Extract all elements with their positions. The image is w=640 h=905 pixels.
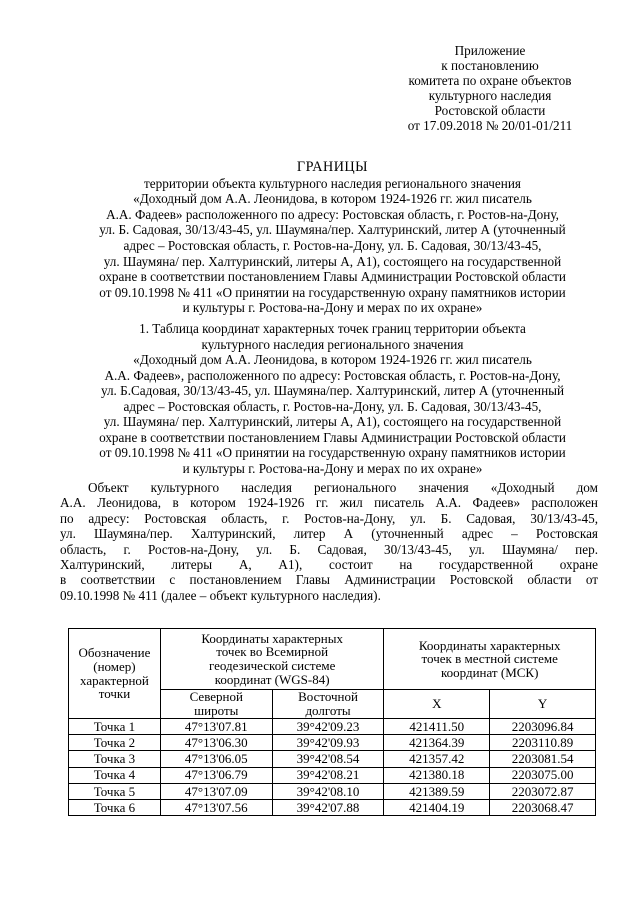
cell-y: 2203072.87 — [490, 783, 596, 799]
cell-latitude: 47°13'07.09 — [160, 783, 272, 799]
cell-point: Точка 2 — [69, 735, 161, 751]
table-caption-line: «Доходный дом А.А. Леонидова, в котором 1924-1926 гг. жил писатель — [133, 352, 532, 367]
header-wgs84-coordinates: Координаты характерных точек во Всемирной геодезической системе координат (WGS-84) — [160, 629, 384, 690]
table-row — [69, 767, 596, 783]
table-row — [69, 799, 596, 815]
appendix-line: от 17.09.2018 № 20/01-01/211 — [407, 117, 573, 133]
cell-point: Точка 3 — [69, 751, 161, 767]
paragraph-line: область, г. Ростов-на-Дону, ул. Б. Садовая, 30/13/43-45, ул. Шаумяна/ пер. — [60, 541, 598, 557]
appendix-line: к постановлению — [441, 57, 539, 73]
table-caption-line: адрес – Ростовская область, г. Ростов-на-Дону, ул. Б. Садовая, 30/13/43-45, — [123, 398, 542, 414]
title-line: и культуры г. Ростова-на-Дону и мерах по их охране» — [182, 300, 483, 316]
paragraph-line: А.А. Леонидова, в котором 1924-1926 гг. жил писатель А.А. Фадеев» расположен — [60, 495, 598, 511]
cell-latitude: 47°13'06.79 — [160, 767, 272, 783]
paragraph-line: по адресу: Ростовская область, г. Ростов-на-Дону, ул. Б. Садовая, 30/13/43-45, — [60, 510, 598, 526]
cell-longitude: 39°42'08.10 — [272, 783, 384, 799]
cell-longitude: 39°42'09.93 — [272, 735, 384, 751]
paragraph-line: Объект культурного наследия регионального значения «Доходный дом — [88, 480, 598, 495]
header-y: Y — [490, 690, 596, 719]
cell-latitude: 47°13'06.30 — [160, 735, 272, 751]
cell-y: 2203068.47 — [490, 799, 596, 815]
cell-point: Точка 4 — [69, 767, 161, 783]
appendix-line: культурного наследия — [428, 87, 552, 103]
header-msk-coordinates: Координаты характерных точек в местной системе координат (МСК) — [384, 629, 596, 690]
cell-y: 2203096.84 — [490, 719, 596, 735]
table-row — [69, 783, 596, 799]
cell-y: 2203110.89 — [490, 735, 596, 751]
cell-point: Точка 6 — [69, 799, 161, 815]
description-paragraph — [60, 480, 598, 603]
paragraph-line: ул. Шаумяна/пер. Халтуринский, литер А (уточненный адрес – Ростовская — [60, 526, 598, 542]
title-line: ул. Б. Садовая, 30/13/43-45, ул. Шаумяна/пер. Халтуринский, литер А (уточненный — [99, 222, 566, 238]
cell-x: 421389.59 — [384, 783, 490, 799]
title-line: охране в соответствии постановлением Главы Администрации Ростовской области — [99, 269, 566, 285]
title-heading: ГРАНИЦЫ — [296, 159, 369, 175]
header-point-designation: Обозначение (номер) характерной точки — [69, 629, 161, 719]
cell-latitude: 47°13'07.81 — [160, 719, 272, 735]
cell-latitude: 47°13'06.05 — [160, 751, 272, 767]
appendix-line: комитета по охране объектов — [408, 72, 572, 88]
table-caption-line: культурного наследия регионального значения — [201, 336, 464, 352]
table-row — [69, 735, 596, 751]
title-line: «Доходный дом А.А. Леонидова, в котором 1924-1926 гг. жил писатель — [133, 191, 532, 207]
table-caption-line: от 09.10.1998 № 411 «О принятии на государственную охрану памятников истории — [99, 445, 566, 460]
title-line: адрес – Ростовская область, г. Ростов-на-Дону, ул. Б. Садовая, 30/13/43-45, — [123, 237, 542, 253]
table-caption-line: и культуры г. Ростова-на-Дону и мерах по их охране» — [182, 460, 483, 476]
cell-longitude: 39°42'08.21 — [272, 767, 384, 783]
cell-x: 421364.39 — [384, 735, 490, 751]
coordinates-table — [68, 628, 596, 816]
title-line: территории объекта культурного наследия регионального значения — [144, 175, 521, 191]
table-header-row — [69, 629, 596, 690]
paragraph-line: Халтуринский, литеры А, А1), состоит на государственной охране — [60, 557, 598, 573]
appendix-header — [380, 44, 600, 133]
header-x: X — [384, 690, 490, 719]
table-caption-line: охране в соответствии постановлением Главы Администрации Ростовской области — [99, 429, 566, 445]
cell-point: Точка 5 — [69, 783, 161, 799]
header-latitude: Северной широты — [160, 690, 272, 719]
paragraph-line: в соответствии с постановлением Главы Администрации Ростовской области от — [60, 572, 598, 588]
cell-latitude: 47°13'07.56 — [160, 799, 272, 815]
table-row — [69, 719, 596, 735]
document-title — [60, 160, 605, 316]
cell-x: 421404.19 — [384, 799, 490, 815]
table-caption — [60, 321, 605, 476]
table-caption-line: ул. Б.Садовая, 30/13/43-45, ул. Шаумяна/пер. Халтуринский, литер А (уточненный — [100, 383, 565, 398]
table-caption-line: ул. Шаумяна/ пер. Халтуринский, литеры А, А1), состоящего на государственной — [103, 414, 562, 429]
paragraph-line: 09.10.1998 № 411 (далее – объект культурного наследия). — [60, 587, 381, 603]
cell-longitude: 39°42'09.23 — [272, 719, 384, 735]
cell-point: Точка 1 — [69, 719, 161, 735]
cell-longitude: 39°42'08.54 — [272, 751, 384, 767]
title-line: от 09.10.1998 № 411 «О принятии на государственную охрану памятников истории — [99, 284, 566, 300]
cell-x: 421380.18 — [384, 767, 490, 783]
appendix-line: Приложение — [454, 43, 526, 58]
appendix-line: Ростовской области — [434, 102, 546, 118]
title-line: ул. Шаумяна/ пер. Халтуринский, литеры А, А1), состоящего на государственной — [103, 253, 562, 269]
title-line: А.А. Фадеев» расположенного по адресу: Ростовская область, г. Ростов-на-Дону, — [106, 206, 559, 222]
cell-y: 2203081.54 — [490, 751, 596, 767]
header-longitude: Восточной долготы — [272, 690, 384, 719]
table-caption-line: 1. Таблица координат характерных точек границ территории объекта — [139, 321, 526, 336]
cell-x: 421357.42 — [384, 751, 490, 767]
cell-y: 2203075.00 — [490, 767, 596, 783]
table-caption-line: А.А. Фадеев», расположенного по адресу: Ростовская область, г. Ростов-на-Дону, — [104, 367, 561, 383]
cell-x: 421411.50 — [384, 719, 490, 735]
table-row — [69, 751, 596, 767]
cell-longitude: 39°42'07.88 — [272, 799, 384, 815]
